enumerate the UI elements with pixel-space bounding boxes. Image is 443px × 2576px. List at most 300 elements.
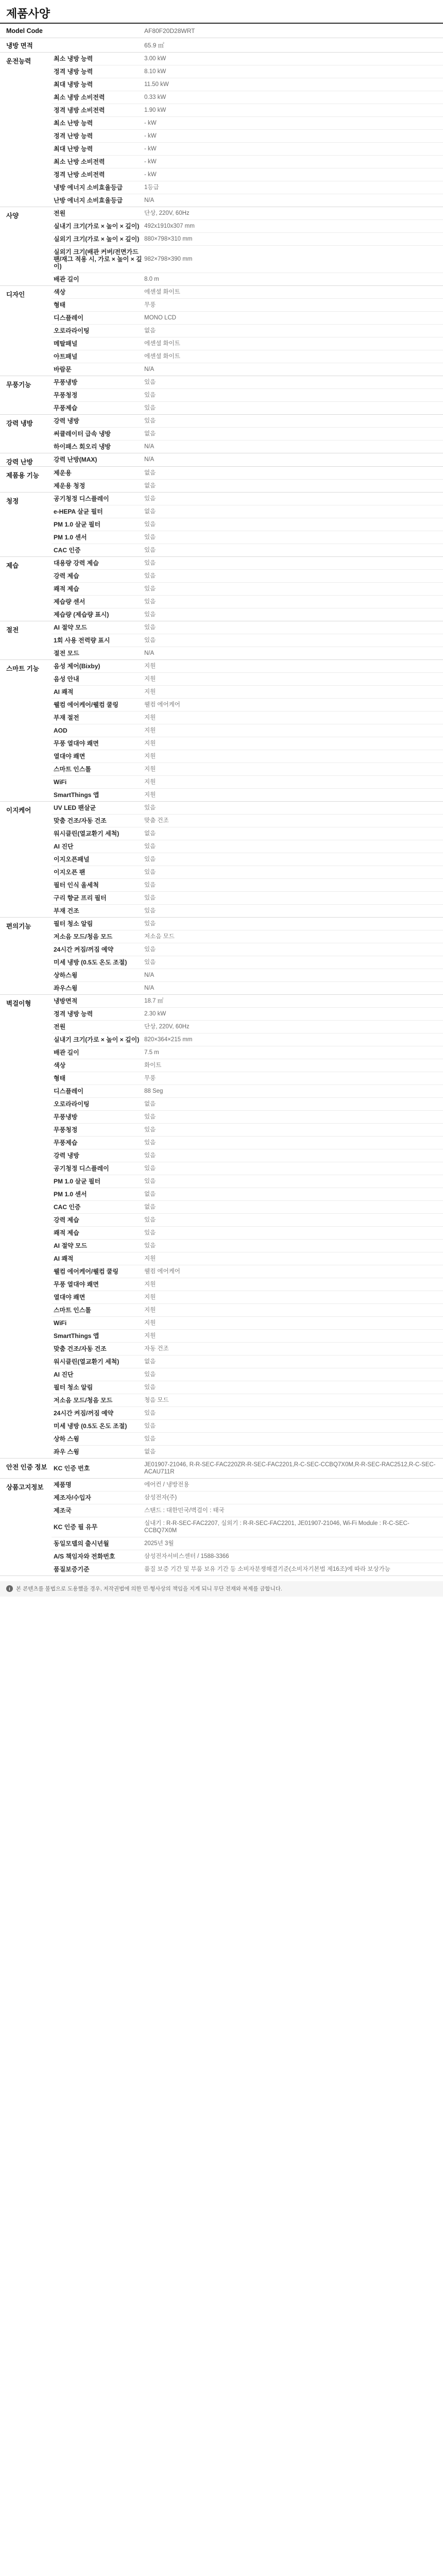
spec-value: 스탠드 : 대한민국/벽걸이 : 태국 [144,1507,225,1514]
spec-label: UV LED 팬살균 [54,804,96,811]
spec-row [52,789,443,801]
spec-row [52,853,443,866]
spec-value: 있음 [144,1371,156,1378]
spec-row [52,557,443,570]
spec-row [52,325,443,337]
spec-value: 있음 [144,624,156,631]
spec-value: N/A [144,650,155,656]
spec-label: 쾌적 제습 [54,1229,79,1236]
spec-label: 이지오픈패널 [54,856,90,863]
spec-row [52,1343,443,1355]
spec-value: 없음 [144,328,156,334]
spec-value: 있음 [144,496,156,502]
spec-row [52,91,443,104]
spec-row [52,286,443,299]
spec-row [52,1137,443,1149]
spec-row [52,117,443,130]
spec-label: 워시클린(열교환기 세척) [54,830,120,837]
spec-label: 상하 스윙 [54,1435,79,1443]
spec-row [52,995,443,1008]
spec-label: 부재 절전 [54,714,79,721]
spec-label: 최소 난방 소비전력 [54,158,105,165]
spec-label: AI 진단 [54,1371,74,1378]
spec-row [52,763,443,776]
spec-value: MONO LCD [144,315,176,321]
spec-row [52,402,443,414]
spec-row [52,78,443,91]
section-category: 상품고지정보 [6,1484,44,1491]
spec-value: 저소음 모드 [144,934,175,940]
spec-label: PM 1.0 센서 [54,1191,87,1198]
section-category: 벽걸이형 [6,1000,31,1007]
spec-row [52,1368,443,1381]
spec-label: 써큘레이터 급속 냉방 [54,430,111,437]
spec-row [52,1149,443,1162]
spec-row [52,1111,443,1124]
spec-value: 있음 [144,805,156,811]
spec-label: WiFi [54,778,67,786]
spec-label: 이지오픈 팬 [54,869,86,876]
spec-label: 최소 냉방 소비전력 [54,94,105,101]
spec-label: 제조자/수입자 [54,1494,91,1501]
spec-label: 형태 [54,301,66,309]
spec-label: 무풍냉방 [54,379,78,386]
spec-label: CAC 인증 [54,547,81,554]
spec-label: 대용량 강력 제습 [54,560,99,567]
spec-label: 24시간 켜짐/꺼짐 예약 [54,946,114,953]
spec-row [52,1355,443,1368]
spec-value: 8.0 m [144,276,159,282]
section-category: 이지케어 [6,807,31,814]
spec-value: 있음 [144,534,156,540]
spec-label: 제품명 [54,1481,72,1488]
spec-row [52,892,443,905]
spec-section [0,995,443,1459]
spec-value: 없음 [144,1449,156,1455]
spec-row [52,1265,443,1278]
spec-value: 품질 보증 기간 및 부품 보유 기간 등 소비자분쟁해결기준(소비자기본법 제16조)에 따라 보상가능 [144,1566,390,1572]
spec-row [52,1188,443,1201]
spec-row [52,956,443,969]
spec-value: 지원 [144,1320,156,1326]
spec-label: 강력 제습 [54,572,79,580]
spec-label: 실외기 크기(배관 커버/전면가드팬/재그 적용 시, 가로 × 높이 × 깊이) [54,248,142,270]
spec-value: 있음 [144,560,156,566]
spec-label: WiFi [54,1319,67,1327]
cooling-area-row [0,38,443,53]
spec-label: 스마트 인스톨 [54,1307,91,1314]
spec-label: 무풍냉방 [54,1113,78,1121]
spec-row [52,879,443,892]
spec-row [52,156,443,168]
spec-label: 정격 냉방 능력 [54,68,93,75]
spec-value: 있음 [144,869,156,875]
spec-row [52,1407,443,1420]
spec-label: 바람문 [54,366,72,373]
spec-label: 배관 길이 [54,1049,79,1056]
spec-section [0,207,443,286]
spec-value: 있음 [144,895,156,901]
spec-row [52,505,443,518]
section-rows [52,467,443,492]
spec-label: 전원 [54,1023,66,1030]
section-category: 청정 [6,498,19,505]
spec-row [52,415,443,428]
spec-value: 88 Seg [144,1088,163,1094]
spec-value: 2.30 kW [144,1011,166,1017]
spec-row [52,905,443,917]
spec-value: 1.90 kW [144,107,166,113]
spec-value: 있음 [144,612,156,618]
spec-value: 있음 [144,1217,156,1223]
section-category: 편의기능 [6,923,31,930]
spec-row [52,866,443,879]
spec-label: AI 진단 [54,843,74,850]
page-title: 제품사양 [6,7,50,20]
spec-label: 최소 난방 능력 [54,120,93,127]
section-rows [52,286,443,376]
spec-row [52,1304,443,1317]
spec-row [52,570,443,583]
spec-value: N/A [144,985,155,991]
spec-label: AOD [54,727,67,734]
spec-row [52,130,443,143]
spec-row [52,969,443,982]
section-category: 강력 난방 [6,459,33,466]
spec-label: 쾌적 제습 [54,585,79,592]
spec-label: 절전 모드 [54,650,79,657]
spec-label: 제습량 센서 [54,598,86,605]
spec-label: 좌우스윙 [54,985,78,992]
spec-label: KC 인증 필 유무 [54,1523,98,1531]
spec-label: 무풍제습 [54,404,78,412]
spec-row [52,1537,443,1550]
spec-label: 공기청정 디스플레이 [54,495,109,502]
spec-label: SmartThings 앱 [54,1332,99,1340]
spec-row [52,1085,443,1098]
spec-label: 오로라라이팅 [54,1100,90,1108]
spec-value: 지원 [144,1307,156,1313]
spec-value: 있음 [144,921,156,927]
spec-value: 있음 [144,392,156,398]
spec-label: 난방 에너지 소비효율등급 [54,197,123,204]
spec-label: 필터 청소 알림 [54,920,93,927]
spec-label: 스마트 인스톨 [54,766,91,773]
spec-row [52,337,443,350]
spec-value: 있음 [144,418,156,424]
section-category: 디자인 [6,291,25,298]
spec-value: 맞춤 건조 [144,818,169,824]
spec-value: 있음 [144,1410,156,1416]
spec-value: N/A [144,366,155,372]
spec-value: 지원 [144,1281,156,1287]
spec-value: 있음 [144,521,156,528]
spec-row [52,376,443,389]
spec-label: 저소음 모드/청음 모드 [54,1397,113,1404]
spec-row [52,1175,443,1188]
spec-value: 단상, 220V, 60Hz [144,210,190,216]
spec-value: 492x1910x307 mm [144,223,195,229]
spec-label: AI 절약 모드 [54,624,88,631]
spec-value: 3.00 kW [144,56,166,62]
spec-value: - kW [144,172,157,178]
spec-row [52,1563,443,1575]
section-rows [52,53,443,207]
spec-label: 열대야 쾌면 [54,1294,86,1301]
spec-row [52,1517,443,1537]
spec-label: 열대야 쾌면 [54,753,86,760]
spec-label: 품질보증기준 [54,1566,90,1573]
section-rows [52,1479,443,1575]
spec-row [52,544,443,556]
spec-value: 있음 [144,1384,156,1391]
spec-value: 있음 [144,843,156,850]
spec-row [52,1459,443,1478]
notice-text: 본 콘텐츠를 불법으로 도용했을 경우, 저작권법에 의한 민·형사상의 책임을 지게 되니 무단 전재와 복제를 금합니다. [16,1586,282,1592]
spec-row [52,1446,443,1458]
spec-value: 있음 [144,1114,156,1120]
section-rows [52,918,443,994]
spec-label: 부재 건조 [54,907,79,914]
spec-value: 있음 [144,1178,156,1184]
spec-row [52,1098,443,1111]
spec-row [52,1227,443,1240]
spec-value: 자동 건조 [144,1346,169,1352]
spec-label: 웰컴 에어케어/웰컴 쿨링 [54,1268,118,1275]
spec-row [52,220,443,233]
spec-row [52,1330,443,1343]
model-code-value: AF80F20D28WRT [144,27,195,35]
model-code-row [0,24,443,38]
model-code-label: Model Code [6,27,43,35]
spec-row [52,363,443,376]
spec-row [52,815,443,827]
spec-row [52,1252,443,1265]
section-rows [52,453,443,466]
spec-row [52,428,443,440]
spec-label: PM 1.0 살균 필터 [54,1178,101,1185]
spec-row [52,1317,443,1330]
spec-row [52,104,443,117]
spec-section [0,286,443,376]
spec-value: - kW [144,120,157,126]
spec-value: 청음 모드 [144,1397,169,1403]
spec-label: 하이패스 회오리 냉방 [54,443,111,450]
spec-label: 최대 냉방 능력 [54,81,93,88]
spec-label: 워시클린(열교환기 세척) [54,1358,120,1365]
spec-label: 강력 제습 [54,1216,79,1224]
spec-label: 필터 인식 올세척 [54,882,99,889]
spec-value: 0.33 kW [144,94,166,100]
spec-section [0,660,443,802]
section-category: 안전 인증 정보 [6,1464,47,1471]
spec-label: 제습량 (제습량 표시) [54,611,109,618]
spec-label: 메탈패널 [54,340,78,347]
spec-section [0,1459,443,1479]
spec-value: 에센셜 화이트 [144,341,180,347]
spec-value: 무풍 [144,302,156,308]
spec-row [52,802,443,815]
spec-value: 지원 [144,689,156,695]
spec-section [0,493,443,557]
spec-label: 최대 난방 능력 [54,145,93,152]
section-category: 운전능력 [6,58,31,65]
spec-row [52,389,443,402]
spec-value: 에센셜 화이트 [144,289,180,295]
spec-value: 지원 [144,766,156,772]
spec-label: 정격 난방 능력 [54,132,93,140]
spec-value: 8.10 kW [144,69,166,75]
section-category: 제품용 기능 [6,472,39,479]
spec-row [52,583,443,596]
spec-value: 880×798×310 mm [144,236,193,242]
spec-value: 있음 [144,882,156,888]
spec-label: 미세 냉방 (0.5도 온도 조절) [54,1422,127,1430]
spec-row [52,673,443,686]
spec-row [52,233,443,246]
spec-section [0,621,443,660]
spec-value: 실내기 : R-R-SEC-FAC2207, 실외기 : R-R-SEC-FAC2201, JE01907-21046, Wi-Fi Module : R-C-SEC-CCBQ7X0M [144,1520,410,1534]
spec-label: SmartThings 앱 [54,791,99,799]
spec-row [52,312,443,325]
spec-row [52,53,443,65]
section-rows [52,493,443,556]
spec-value: 웰컴 에어케어 [144,702,180,708]
spec-label: 배관 길이 [54,276,79,283]
spec-row [52,608,443,621]
spec-label: PM 1.0 센서 [54,534,87,541]
spec-row [52,1008,443,1021]
spec-value: 없음 [144,1101,156,1107]
spec-row [52,1550,443,1563]
spec-label: 디스플레이 [54,314,83,321]
copyright-notice [0,1581,443,1597]
spec-label: 공기청정 디스플레이 [54,1165,109,1172]
spec-row [52,531,443,544]
spec-row [52,634,443,647]
spec-value: 지원 [144,715,156,721]
section-category: 스마트 기능 [6,665,39,672]
spec-value: 지원 [144,663,156,669]
section-rows [52,1459,443,1478]
spec-row [52,737,443,750]
spec-section [0,557,443,621]
spec-row [52,750,443,763]
spec-label: 냉방면적 [54,997,78,1005]
spec-value: N/A [144,197,155,204]
spec-row [52,686,443,699]
spec-label: 무풍제습 [54,1139,78,1146]
spec-label: 1회 사용 전력량 표시 [54,637,110,644]
section-rows [52,995,443,1458]
spec-label: 필터 청소 알림 [54,1384,93,1391]
spec-row [52,1278,443,1291]
spec-label: 정격 냉방 소비전력 [54,107,105,114]
spec-row [52,1240,443,1252]
spec-label: 정격 난방 소비전력 [54,171,105,178]
section-rows [52,621,443,659]
spec-row [52,1033,443,1046]
spec-label: AI 쾌적 [54,1255,74,1262]
section-category: 사양 [6,212,19,219]
spec-value: 없음 [144,1204,156,1210]
spec-value: 1등급 [144,184,159,191]
section-rows [52,802,443,917]
spec-section [0,376,443,415]
spec-row [52,480,443,492]
spec-row [52,350,443,363]
spec-label: 아트패널 [54,353,78,360]
spec-value: 없음 [144,831,156,837]
spec-row [52,918,443,930]
spec-label: 실외기 크기(가로 × 높이 × 깊이) [54,235,140,243]
spec-row [52,1162,443,1175]
spec-row [52,1420,443,1433]
spec-value: 지원 [144,1294,156,1300]
spec-value: 있음 [144,637,156,643]
spec-row [52,930,443,943]
section-category: 강력 냉방 [6,420,33,427]
spec-label: 음성 안내 [54,675,79,683]
spec-row [52,453,443,466]
spec-label: A/S 책임자와 전화번호 [54,1553,115,1560]
spec-label: 제운용 청정 [54,482,86,489]
spec-row [52,699,443,711]
spec-label: 색상 [54,1062,66,1069]
spec-label: 실내기 크기(가로 × 높이 × 깊이) [54,223,140,230]
section-rows [52,660,443,801]
spec-row [52,181,443,194]
spec-value: 11.50 kW [144,81,169,88]
spec-value: N/A [144,456,155,463]
section-category: 제습 [6,562,19,569]
spec-value: 지원 [144,1256,156,1262]
spec-label: 전원 [54,210,66,217]
spec-label: 24시간 켜짐/꺼짐 예약 [54,1410,114,1417]
spec-row [52,621,443,634]
spec-row [52,1291,443,1304]
spec-row [52,1479,443,1492]
spec-label: 무풍청정 [54,1126,78,1133]
spec-value: 있음 [144,908,156,914]
spec-row [52,1214,443,1227]
spec-label: 형태 [54,1075,66,1082]
spec-row [52,647,443,659]
spec-value: 982×798×390 mm [144,256,193,262]
spec-row [52,1381,443,1394]
spec-row [52,943,443,956]
spec-label: 제운용 [54,469,72,477]
spec-value: 삼성전자(주) [144,1495,177,1501]
spec-label: 디스플레이 [54,1088,83,1095]
spec-label: 좌우 스윙 [54,1448,79,1455]
spec-row [52,168,443,181]
spec-row [52,1072,443,1085]
spec-row [52,194,443,207]
spec-value: 있음 [144,586,156,592]
spec-value: 단상, 220V, 60Hz [144,1024,190,1030]
spec-row [52,1124,443,1137]
spec-row [52,493,443,505]
spec-value: 있음 [144,599,156,605]
info-icon: i [6,1585,13,1592]
spec-label: CAC 인증 [54,1204,81,1211]
spec-value: N/A [144,444,155,450]
section-rows [52,557,443,621]
spec-label: KC 인증 번호 [54,1465,90,1472]
spec-row [52,724,443,737]
spec-value: 에센셜 화이트 [144,353,180,360]
